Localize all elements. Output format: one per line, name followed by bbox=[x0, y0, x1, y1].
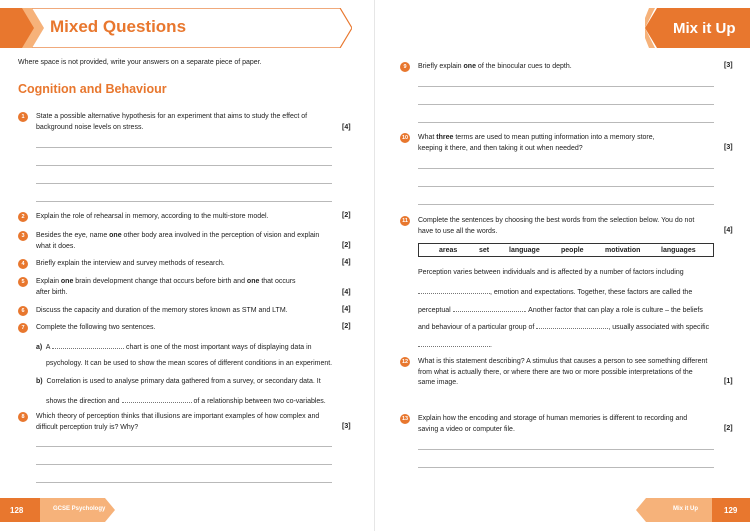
subquestion-b: b) Correlation is used to analyse primary data gathered from a survey, or secondary data. It bbox=[36, 378, 321, 385]
page-number: 128 bbox=[10, 506, 24, 515]
question-number: 4 bbox=[18, 259, 28, 269]
question-number: 11 bbox=[400, 216, 410, 226]
instructions-text: Where space is not provided, write your answers on a separate piece of paper. bbox=[18, 59, 262, 66]
answer-line[interactable] bbox=[36, 183, 332, 184]
question-text: Explain how the encoding and storage of human memories is different to recording and saving a video or computer file. bbox=[418, 415, 688, 433]
marks: [4] bbox=[342, 259, 351, 266]
subquestion-a: a) A chart is one of the most important ways of displaying data in bbox=[36, 341, 312, 354]
footer-section-title: Mix it Up bbox=[673, 506, 698, 512]
fill-blank[interactable] bbox=[453, 304, 525, 312]
footer-book-title: GCSE Psychology bbox=[53, 506, 106, 512]
subquestion-a-line2: psychology. It can be used to show the mean scores of different conditions in an experiment. bbox=[46, 360, 333, 367]
marks: [3] bbox=[724, 144, 733, 151]
answer-line[interactable] bbox=[418, 86, 714, 87]
question-number: 2 bbox=[18, 212, 28, 222]
marks: [4] bbox=[724, 227, 733, 234]
question-number: 10 bbox=[401, 135, 409, 141]
question-text: What is this statement describing? A stimulus that causes a person to see something different from what is actually there, or where there are two or more possible interpretations of the same image. bbox=[418, 358, 708, 386]
passage-line: . bbox=[418, 339, 492, 352]
question-text: Which theory of perception thinks that illusions are important examples of how complex and difficult perception truly is? Why? bbox=[36, 413, 320, 431]
answer-line[interactable] bbox=[418, 449, 714, 450]
question-number: 6 bbox=[18, 306, 28, 316]
answer-line[interactable] bbox=[36, 464, 332, 465]
answer-line[interactable] bbox=[36, 147, 332, 148]
word-option: motivation bbox=[605, 247, 641, 254]
answer-line[interactable] bbox=[418, 467, 714, 468]
subquestion-b-line2: shows the direction and of a relationship between two co-variables. bbox=[46, 395, 326, 408]
fill-blank[interactable] bbox=[536, 321, 608, 329]
fill-blank[interactable] bbox=[418, 286, 490, 294]
answer-line[interactable] bbox=[36, 201, 332, 202]
answer-line[interactable] bbox=[418, 204, 714, 205]
word-option: language bbox=[509, 247, 540, 254]
question-number: 12 bbox=[401, 359, 409, 365]
question-number: 13 bbox=[401, 416, 409, 422]
question-text: Briefly explain the interview and survey methods of research. bbox=[36, 260, 225, 267]
passage-line: perceptual . Another factor that can play a role is culture – the beliefs bbox=[418, 304, 703, 317]
question-text: Explain the role of rehearsal in memory, according to the multi-store model. bbox=[36, 213, 269, 220]
answer-line[interactable] bbox=[36, 482, 332, 483]
question-number: 7 bbox=[18, 323, 28, 333]
word-option: areas bbox=[439, 247, 458, 254]
fill-blank[interactable] bbox=[418, 339, 490, 347]
page-number: 129 bbox=[724, 506, 738, 515]
fill-blank[interactable] bbox=[122, 395, 192, 403]
answer-line[interactable] bbox=[36, 446, 332, 447]
answer-line[interactable] bbox=[418, 122, 714, 123]
marks: [2] bbox=[724, 425, 733, 432]
word-option: set bbox=[479, 247, 490, 254]
word-option: languages bbox=[661, 247, 696, 254]
question-text: What three terms are used to mean putting information into a memory store, keeping it there, and then taking it out when needed? bbox=[418, 134, 655, 152]
passage-line: and behaviour of a particular group of , usually associated with specific bbox=[418, 321, 709, 334]
question-number: 1 bbox=[18, 112, 28, 122]
fill-blank[interactable] bbox=[52, 341, 124, 349]
marks: [3] bbox=[724, 62, 733, 69]
question-number: 9 bbox=[400, 62, 410, 72]
question-text: Complete the sentences by choosing the best words from the selection below. You do not have to use all the words. bbox=[418, 217, 695, 235]
marks: [4] bbox=[342, 306, 351, 313]
word-option: people bbox=[561, 247, 584, 254]
answer-line[interactable] bbox=[418, 104, 714, 105]
marks: [2] bbox=[342, 212, 351, 219]
marks: [4] bbox=[342, 124, 351, 131]
page-gutter bbox=[374, 0, 375, 531]
answer-line[interactable] bbox=[418, 168, 714, 169]
question-number: 5 bbox=[18, 277, 28, 287]
question-text: Discuss the capacity and duration of the memory stores known as STM and LTM. bbox=[36, 307, 288, 314]
marks: [4] bbox=[342, 289, 351, 296]
question-number: 3 bbox=[18, 231, 28, 241]
answer-line[interactable] bbox=[418, 186, 714, 187]
question-text: State a possible alternative hypothesis for an experiment that aims to study the effect of background noise levels on stress. bbox=[36, 113, 308, 131]
page-title: Mixed Questions bbox=[50, 17, 187, 36]
passage-line: Perception varies between individuals and is affected by a number of factors including bbox=[418, 269, 684, 276]
answer-line[interactable] bbox=[36, 165, 332, 166]
section-header-title: Mix it Up bbox=[673, 20, 736, 37]
question-text: Explain one brain development change that occurs before birth and one that occurs after birth. bbox=[36, 278, 296, 296]
question-number: 8 bbox=[18, 412, 28, 422]
marks: [2] bbox=[342, 323, 351, 330]
question-text: Briefly explain one of the binocular cues to depth. bbox=[418, 63, 572, 70]
question-text: Complete the following two sentences. bbox=[36, 324, 156, 331]
question-text: Besides the eye, name one other body area involved in the perception of vision and explain what it does. bbox=[36, 232, 320, 250]
word-bank bbox=[418, 243, 714, 257]
marks: [1] bbox=[724, 378, 733, 385]
marks: [2] bbox=[342, 242, 351, 249]
passage-line: , emotion and expectations. Together, these factors are called the bbox=[418, 286, 692, 299]
marks: [3] bbox=[342, 423, 351, 430]
section-title: Cognition and Behaviour bbox=[18, 82, 167, 96]
